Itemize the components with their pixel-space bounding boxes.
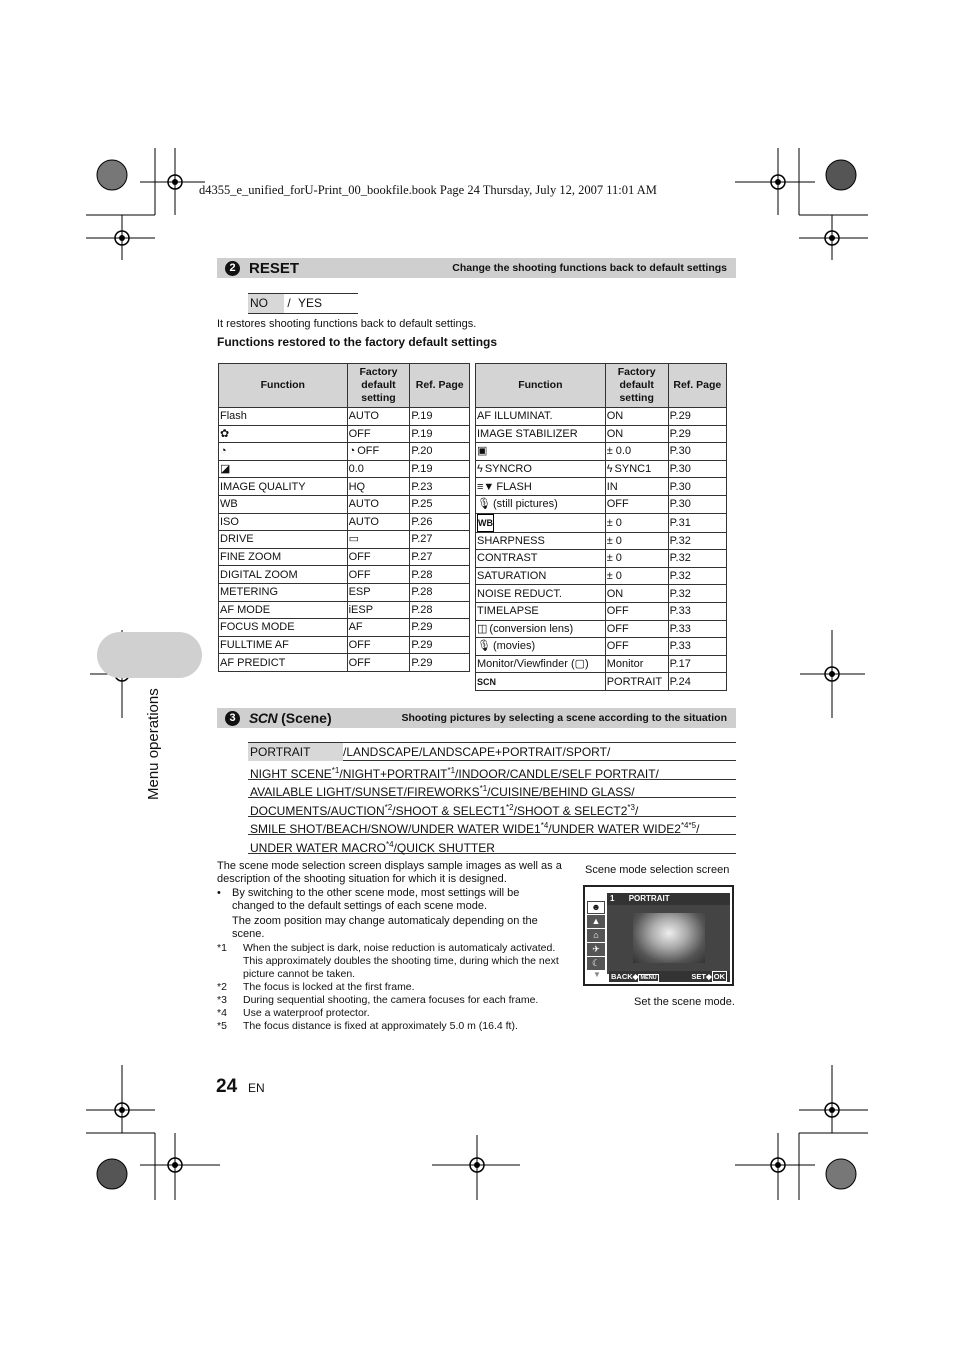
ok-button: OK [713,972,725,981]
default-cell [347,654,410,672]
table-row [476,425,727,443]
footnote [217,994,562,1007]
default-cell [347,583,410,601]
function-cell [476,673,606,691]
scene-row [248,762,736,780]
default-cell [347,443,410,461]
footnote [217,942,562,981]
table-row [476,550,727,568]
default-cell [605,673,668,691]
screen-footer-caption: Set the scene mode. [634,996,735,1008]
function-cell [219,513,348,531]
footnote-ref: *4*5 [680,821,697,830]
function-cell [476,602,606,620]
default-cell [605,567,668,585]
col-ref: Ref. Page [668,364,726,408]
scene-options-text: / [696,822,700,836]
ref-page-cell: P.24 [668,673,726,691]
scene-row [248,799,736,817]
file-header-line: d4355_e_unified_forU-Print_00_bookfile.book Page 24 Thursday, July 12, 2007 11:01 AM [199,183,657,197]
function-icon: ◫ [477,622,488,635]
ref-page-cell: P.28 [410,601,470,619]
sport-mode-icon: ✈ [587,943,605,956]
ref-page-cell: P.17 [668,655,726,673]
function-cell [476,513,606,532]
function-cell [219,601,348,619]
default-cell [347,566,410,584]
footnote-ref: *3 [627,802,635,812]
default-cell [347,636,410,654]
menu-label: MENU [640,975,657,981]
function-cell [476,532,606,550]
option-separator: / [287,296,291,310]
table-row [219,460,470,478]
function-label: NOISE REDUCT. [477,587,562,600]
landscape-mode-icon: ▲ [587,915,605,928]
function-label: SHARPNESS [477,534,545,547]
default-cell [605,443,668,461]
col-function: Function [219,364,348,408]
scene-options-text: AVAILABLE LIGHT/SUNSET/FIREWORKS [250,785,480,799]
defaults-table-right [475,363,727,691]
footnote-text: During sequential shooting, the camera focuses for each frame. [243,994,539,1006]
default-value: OFF [348,656,371,669]
default-value: HQ [348,480,366,493]
default-cell [605,478,668,496]
default-value: AUTO [348,410,379,423]
default-cell [605,532,668,550]
ref-page-cell: P.19 [410,425,470,443]
table-row [219,583,470,601]
function-label: CONTRAST [477,552,538,565]
ref-page-cell: P.30 [668,443,726,461]
default-cell [347,408,410,426]
back-label: BACK [611,972,633,981]
ref-page-cell: P.25 [410,495,470,513]
function-label: FINE ZOOM [220,551,282,564]
default-value: OFF [606,622,629,635]
default-cell [605,460,668,478]
scene-bullet-2: The zoom position may change automaticaly depending on the scene. [232,915,538,941]
arrow-icon: ◆ [632,972,639,981]
default-cell [347,425,410,443]
ref-page-cell: P.26 [410,513,470,531]
scene-options-text: /LANDSCAPE/LANDSCAPE+PORTRAIT/SPORT/ [343,745,611,759]
table-row [219,425,470,443]
function-label: AF MODE [220,603,271,616]
footnote-key: *4 [217,1007,227,1019]
table-row [219,478,470,496]
table-row [476,513,727,532]
footnote-ref: *2 [384,802,393,812]
table-row [476,655,727,673]
screen-panel [607,893,730,974]
function-label: AF ILLUMINAT. [477,410,553,423]
function-cell [476,408,606,426]
ref-page-cell: P.29 [410,619,470,637]
table-row [476,495,727,513]
function-cell [476,585,606,603]
function-cell [219,636,348,654]
scene-row [248,836,736,854]
default-cell [605,425,668,443]
scene-row [248,817,736,835]
function-label: SYNCRO [484,463,532,476]
default-value: OFF [357,445,380,458]
landscape-portrait-icon: ⌂ [587,929,605,942]
side-tab-label: Menu operations [145,688,162,800]
ref-page-cell: P.33 [668,602,726,620]
default-value: ± 0.0 [606,445,632,458]
scene-description: Shooting pictures by selecting a scene according to the situation [401,712,727,724]
footnote-ref: *1 [331,765,340,775]
table-row [476,460,727,478]
footnote-key: *2 [217,981,227,993]
language-code: EN [248,1081,265,1095]
scn-icon: SCN [249,710,278,726]
function-label: TIMELAPSE [477,605,539,618]
footnote [217,981,562,994]
ref-page-cell: P.33 [668,638,726,656]
scene-title: (Scene) [281,710,332,726]
function-cell [476,478,606,496]
footnotes [217,942,562,1033]
function-cell [219,443,348,461]
default-cell [605,638,668,656]
function-label: ISO [220,515,239,528]
function-cell [476,460,606,478]
option-no[interactable]: NO [248,294,284,313]
default-value: ESP [348,586,371,599]
function-label: FLASH [496,480,532,493]
function-cell [219,408,348,426]
footnote-ref: *2 [506,802,514,812]
function-label: FOCUS MODE [220,621,295,634]
footnote-text: The focus distance is fixed at approximately 5.0 m (16.4 ft). [243,1020,518,1032]
footnote-key: *1 [217,942,227,954]
camera-screen [583,885,734,986]
function-cell [476,495,606,513]
portrait-mode-icon: ☻ [587,901,605,914]
ref-page-cell: P.32 [668,567,726,585]
function-label: AF PREDICT [220,656,286,669]
default-cell [605,513,668,532]
default-cell [605,408,668,426]
function-cell [476,638,606,656]
scene-intro: The scene mode selection screen displays sample images as well as a description of the shooting situation for which it is designed. [217,860,562,886]
function-icon: ◪ [220,463,231,476]
ref-page-cell: P.29 [410,654,470,672]
scene-options-text: NIGHT SCENE [250,766,332,781]
section-number-badge: 3 [225,711,240,726]
footnote-ref: *1 [479,784,488,793]
col-ref: Ref. Page [410,364,470,408]
table-row [476,585,727,603]
ref-page-cell: P.31 [668,513,726,532]
function-cell [476,443,606,461]
sample-image [633,913,705,963]
function-icon: SCN [477,676,497,687]
reset-options [248,293,358,314]
table-row [219,495,470,513]
screen-index: 1 [610,894,615,903]
table-row [219,619,470,637]
function-label: (still pictures) [492,498,558,511]
ref-page-cell: P.20 [410,443,470,461]
ref-page-cell: P.19 [410,408,470,426]
default-value: SYNC1 [614,463,652,476]
default-cell [347,478,410,496]
function-label: WB [220,498,238,511]
function-cell [219,495,348,513]
ref-page-cell: P.30 [668,478,726,496]
reset-description: Change the shooting functions back to default settings [452,262,727,274]
table-row [476,602,727,620]
screen-title-bar [607,893,730,905]
screen-caption: Scene mode selection screen [585,864,730,876]
ref-page-cell: P.27 [410,548,470,566]
default-icon: ◔ [348,445,356,458]
function-icon: ◔ [220,445,227,458]
footnote-ref: *4 [386,839,394,849]
ref-page-cell: P.32 [668,550,726,568]
scene-option-portrait[interactable]: PORTRAIT [248,743,343,761]
screen-title: PORTRAIT [628,894,670,903]
function-cell [219,583,348,601]
table-row [219,601,470,619]
function-label: IMAGE QUALITY [220,480,306,493]
function-label: SATURATION [477,570,547,583]
default-value: OFF [348,551,371,564]
set-label: SET [691,972,706,981]
table-row [219,531,470,549]
page-number: 24 [216,1076,238,1097]
scene-options-text: /INDOOR/CANDLE/SELF PORTRAIT/ [455,766,659,781]
function-cell [476,425,606,443]
col-factory: Factory default setting [347,364,410,408]
ref-page-cell: P.32 [668,585,726,603]
footnote [217,1007,562,1020]
function-label: METERING [220,586,279,599]
default-value: ± 0 [606,516,622,529]
default-value: ± 0 [606,570,622,583]
function-icon: WB [477,514,494,532]
default-value: ± 0 [606,534,622,547]
function-label: DRIVE [220,533,254,546]
default-value: OFF [348,568,371,581]
screen-footer [609,971,730,982]
table-row [476,532,727,550]
scene-options-text: /QUICK SHUTTER [393,840,495,855]
ref-page-cell: P.29 [410,636,470,654]
arrow-icon: ◆ [705,972,712,981]
footnote-text: When the subject is dark, noise reduction is automaticaly activated. This approximately doubles the shooting time, during which the next picture cannot be taken. [243,942,559,980]
function-cell [219,619,348,637]
scene-options-text: /NIGHT+PORTRAIT [339,766,448,781]
ref-page-cell: P.28 [410,583,470,601]
default-value: Monitor [606,658,644,671]
ref-page-cell: P.27 [410,531,470,549]
default-cell [605,495,668,513]
function-cell [219,478,348,496]
table-row [219,566,470,584]
footnote-ref: *4 [540,821,549,830]
reset-title: RESET [249,259,300,277]
default-icon: ▭ [348,533,359,546]
ref-page-cell: P.19 [410,460,470,478]
night-mode-icon: ☾ [587,957,605,970]
default-value: OFF [606,498,629,511]
reset-section-bar [217,258,736,278]
function-cell [219,548,348,566]
default-value: OFF [348,427,371,440]
default-value: ON [606,410,624,423]
default-cell [347,548,410,566]
col-factory: Factory default setting [605,364,668,408]
scene-bullet-mark: • [217,887,221,899]
scene-bullet: By switching to the other scene mode, most settings will be changed to the default settings of each scene mode. [232,887,520,913]
default-cell [605,550,668,568]
function-cell [219,654,348,672]
function-icon: ▣ [477,445,488,458]
defaults-table-left [218,363,470,672]
default-cell [347,601,410,619]
default-value: OFF [606,605,629,618]
table-row [219,443,470,461]
function-cell [219,460,348,478]
function-label: Monitor/Viewfinder ( [477,658,575,671]
default-value: AUTO [348,498,379,511]
default-cell [347,619,410,637]
ref-page-cell: P.32 [668,532,726,550]
default-cell [605,620,668,638]
col-function: Function [476,364,606,408]
monitor-icon: ▢ [574,658,586,671]
table-row [219,408,470,426]
function-icon: ✿ [220,427,230,440]
function-cell [476,550,606,568]
function-label: ) [585,658,589,671]
table-row [476,443,727,461]
function-label: Flash [220,410,247,423]
function-icon: 🎙 [477,498,491,511]
function-label: IMAGE STABILIZER [477,427,578,440]
function-cell [476,655,606,673]
scene-options-text: / [634,803,639,818]
default-value: PORTRAIT [606,675,663,688]
footnote-text: Use a waterproof protector. [243,1007,370,1019]
function-cell [219,566,348,584]
function-label: DIGITAL ZOOM [220,568,298,581]
footnote-ref: *1 [447,765,456,775]
scene-options-text: SMILE SHOT/BEACH/SNOW/UNDER WATER WIDE1 [250,822,541,836]
table-row [219,548,470,566]
option-yes[interactable]: YES [298,296,323,310]
ref-page-cell: P.30 [668,495,726,513]
function-label: (conversion lens) [489,622,574,635]
table-row [476,567,727,585]
ref-page-cell: P.28 [410,566,470,584]
default-cell [347,460,410,478]
ref-page-cell: P.29 [668,408,726,426]
section-number-badge: 2 [225,261,240,276]
table-row [476,673,727,691]
table-row [476,408,727,426]
footnote-text: The focus is locked at the first frame. [243,981,415,993]
function-icon: ≡▼ [477,480,495,493]
ref-page-cell: P.33 [668,620,726,638]
default-cell [347,513,410,531]
default-value: AUTO [348,515,379,528]
scene-section-bar [217,708,736,728]
footnote-key: *5 [217,1020,227,1032]
default-value: ON [606,587,624,600]
default-cell [347,495,410,513]
table-row [476,638,727,656]
default-value: OFF [606,640,629,653]
scene-options-text: /CUISINE/BEHIND GLASS/ [487,785,635,799]
default-value: IN [606,480,618,493]
default-value: ON [606,427,624,440]
scene-options-text: /UNDER WATER WIDE2 [548,822,681,836]
default-icon: ϟ [606,463,613,476]
footnote [217,1020,562,1033]
default-value: iESP [348,603,374,616]
table-row [476,478,727,496]
reset-intro: It restores shooting functions back to default settings. [217,318,477,330]
scene-row [248,780,736,798]
function-cell [476,620,606,638]
table-row [219,636,470,654]
default-cell [605,585,668,603]
table-row [219,513,470,531]
function-label: FULLTIME AF [220,639,289,652]
ref-page-cell: P.29 [668,425,726,443]
function-cell [219,425,348,443]
scene-options-text: /SHOOT & SELECT1 [392,803,507,818]
scene-row [248,743,736,761]
default-value: 0.0 [348,463,364,476]
table-row [219,654,470,672]
function-icon: ϟ [477,463,483,476]
function-cell [476,567,606,585]
ref-page-cell: P.23 [410,478,470,496]
scene-options-text: DOCUMENTS/AUCTION [250,803,385,818]
default-cell [347,531,410,549]
screen-icon-column [587,901,607,981]
default-cell [605,602,668,620]
side-tab-background [97,632,202,678]
function-label: (movies) [492,640,536,653]
default-value: AF [348,621,363,634]
table-row [476,620,727,638]
default-value: ± 0 [606,552,622,565]
default-cell [605,655,668,673]
default-value: OFF [348,639,371,652]
ref-page-cell: P.30 [668,460,726,478]
footnote-key: *3 [217,994,227,1006]
scene-options-text: /SHOOT & SELECT2 [513,803,628,818]
scroll-down-icon: ▼ [593,970,601,979]
function-cell [219,531,348,549]
reset-subtitle: Functions restored to the factory default settings [217,335,498,349]
scene-options-text: UNDER WATER MACRO [250,840,386,855]
function-icon: 🎙 [477,640,491,653]
